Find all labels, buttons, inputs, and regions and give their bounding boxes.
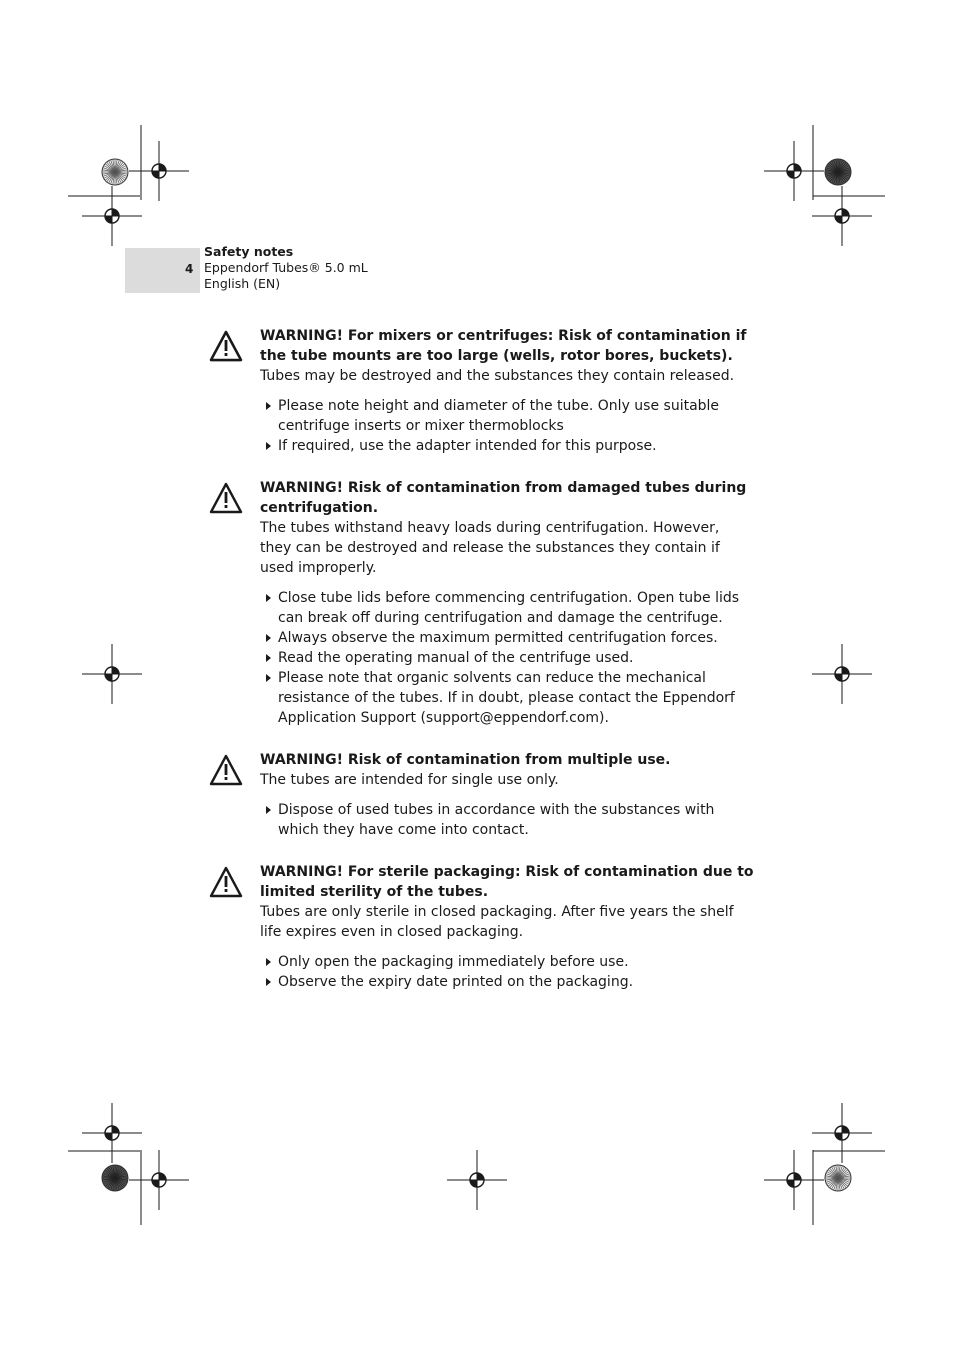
action-step (260, 952, 754, 972)
step-arrow-icon (266, 674, 271, 682)
step-text: Read the operating manual of the centrifuge used. (278, 650, 634, 666)
page-number: 4 (185, 262, 194, 276)
step-text: Dispose of used tubes in accordance with the substances with which they have come into contact. (278, 802, 715, 838)
registration-mark (764, 141, 824, 201)
warning-triangle-icon (209, 754, 243, 786)
warning-triangle-icon (209, 482, 243, 514)
action-step (260, 588, 754, 628)
action-steps (260, 588, 754, 728)
step-arrow-icon (266, 978, 271, 986)
registration-mark (82, 1103, 142, 1163)
warning-title: WARNING! Risk of contamination from damaged tubes during centrifugation. (260, 480, 747, 516)
warning-block (209, 326, 754, 456)
step-arrow-icon (266, 958, 271, 966)
action-step (260, 800, 754, 840)
warning-block (209, 862, 754, 992)
step-text: If required, use the adapter intended for this purpose. (278, 438, 657, 454)
product-name: Eppendorf Tubes® 5.0 mL (204, 260, 368, 275)
step-arrow-icon (266, 806, 271, 814)
running-header (204, 244, 368, 292)
warning-description: Tubes are only sterile in closed packaging. After five years the shelf life expires even in closed packaging. (260, 904, 734, 940)
action-step (260, 628, 754, 648)
warning-description: The tubes withstand heavy loads during centrifugation. However, they can be destroyed and release the substances they contain if used improperly. (260, 520, 720, 576)
action-step (260, 436, 754, 456)
registration-mark (812, 644, 872, 704)
step-text: Always observe the maximum permitted centrifugation forces. (278, 630, 718, 646)
registration-mark (812, 1103, 872, 1163)
step-text: Observe the expiry date printed on the packaging. (278, 974, 634, 990)
registration-mark (447, 1150, 507, 1210)
color-star-target (102, 159, 128, 185)
registration-mark (764, 1150, 824, 1210)
section-title: Safety notes (204, 244, 294, 259)
registration-mark (82, 186, 142, 246)
action-step (260, 396, 754, 436)
warning-triangle-icon (209, 866, 243, 898)
warning-description: The tubes are intended for single use only. (260, 772, 559, 788)
step-arrow-icon (266, 594, 271, 602)
action-step (260, 972, 754, 992)
action-steps (260, 396, 754, 456)
warning-block (209, 478, 754, 728)
color-star-target (825, 159, 851, 185)
action-steps (260, 952, 754, 992)
document-language: English (EN) (204, 276, 281, 291)
action-step (260, 668, 754, 728)
registration-mark (812, 186, 872, 246)
step-arrow-icon (266, 654, 271, 662)
action-steps (260, 800, 754, 840)
warning-block (209, 750, 754, 840)
registration-mark (129, 141, 189, 201)
registration-mark (82, 644, 142, 704)
registration-mark (129, 1150, 189, 1210)
step-text: Please note that organic solvents can reduce the mechanical resistance of the tubes. If in doubt, please contact the Eppendorf Application Support (support@eppendorf.com). (278, 670, 735, 726)
warning-title: WARNING! Risk of contamination from multiple use. (260, 752, 671, 768)
step-arrow-icon (266, 634, 271, 642)
warning-title: WARNING! For sterile packaging: Risk of contamination due to limited sterility of the tubes. (260, 864, 754, 900)
action-step (260, 648, 754, 668)
color-star-target (102, 1165, 128, 1191)
warning-title: WARNING! For mixers or centrifuges: Risk of contamination if the tube mounts are too large (wells, rotor bores, buckets). (260, 328, 747, 364)
warning-description: Tubes may be destroyed and the substances they contain released. (260, 368, 735, 384)
color-star-target (825, 1165, 851, 1191)
step-text: Please note height and diameter of the tube. Only use suitable centrifuge inserts or mixer thermoblocks (278, 398, 720, 434)
warning-triangle-icon (209, 330, 243, 362)
safety-warnings (209, 326, 754, 1014)
step-text: Only open the packaging immediately before use. (278, 954, 629, 970)
step-arrow-icon (266, 402, 271, 410)
step-text: Close tube lids before commencing centrifugation. Open tube lids can break off during centrifugation and damage the centrifuge. (278, 590, 740, 626)
step-arrow-icon (266, 442, 271, 450)
